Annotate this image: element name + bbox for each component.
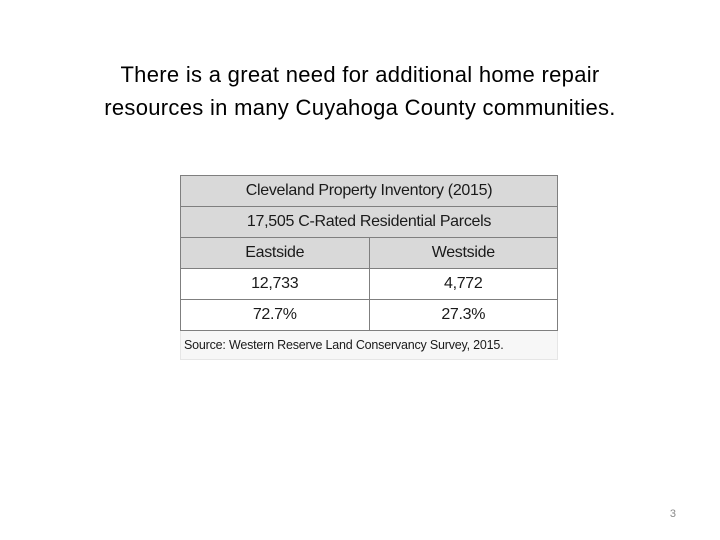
table-title-row (181, 176, 558, 207)
table-subtitle-row (181, 207, 558, 238)
table-cell-eastside-count: 12,733 (181, 269, 370, 300)
property-inventory-table (180, 175, 558, 331)
table-cell-westside-percent: 27.3% (369, 300, 558, 331)
table-cell-westside-count: 4,772 (369, 269, 558, 300)
column-header-westside: Westside (369, 238, 558, 269)
column-header-eastside: Eastside (181, 238, 370, 269)
source-note: Source: Western Reserve Land Conservancy Survey, 2015. (180, 331, 558, 360)
table-row (181, 269, 558, 300)
table-cell-eastside-percent: 72.7% (181, 300, 370, 331)
table-subtitle: 17,505 C-Rated Residential Parcels (181, 207, 558, 238)
table-title: Cleveland Property Inventory (2015) (181, 176, 558, 207)
slide-title (40, 58, 680, 124)
table-header-row (181, 238, 558, 269)
slide-title-line-2: resources in many Cuyahoga County communities. (104, 95, 616, 120)
slide-title-line-1: There is a great need for additional home repair (120, 62, 600, 87)
property-inventory-figure (180, 175, 558, 365)
page-number: 3 (669, 508, 676, 520)
table-row (181, 300, 558, 331)
